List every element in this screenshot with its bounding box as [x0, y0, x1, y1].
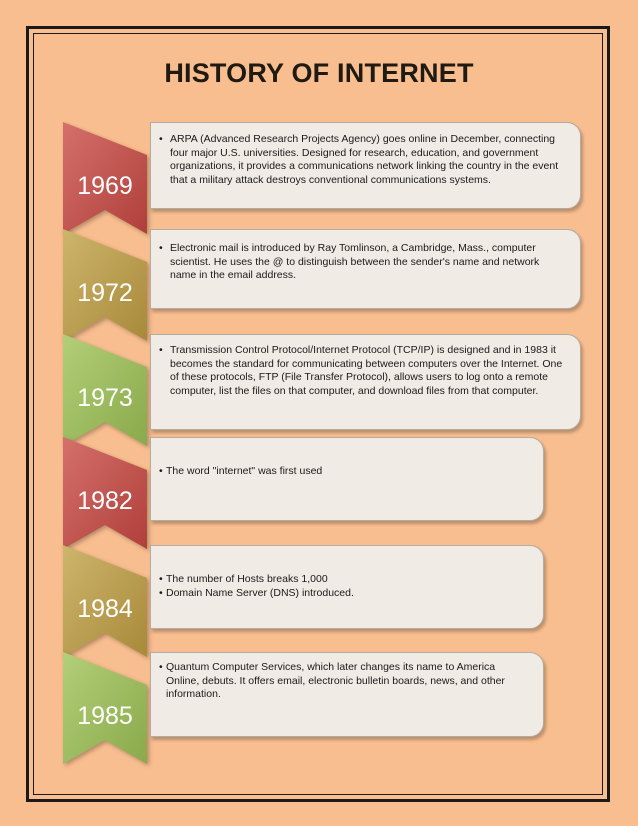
- bullet: •: [159, 586, 163, 599]
- page-title: HISTORY OF INTERNET: [164, 58, 474, 88]
- year-label: 1985: [77, 702, 133, 730]
- event-text: Domain Name Server (DNS) introduced.: [166, 586, 354, 599]
- event-box-1982: [150, 437, 544, 521]
- event-item: [159, 573, 533, 587]
- event-text: The number of Hosts breaks 1,000: [166, 573, 328, 585]
- event-box-1985: [150, 652, 544, 737]
- year-chevron-1982: [63, 437, 154, 549]
- year-chevron-1973: [63, 334, 154, 446]
- bullet: •: [159, 573, 163, 585]
- event-item: [159, 133, 568, 187]
- bullet: •: [159, 344, 163, 356]
- event-text: The word "internet" was first used: [166, 465, 323, 477]
- event-text: Electronic mail is introduced by Ray Tomlinson, a Cambridge, Mass., computer scientist. He uses the @ to distinguish between the sender's name and network name in the email address.: [170, 242, 540, 282]
- event-text: ARPA (Advanced Research Projects Agency) goes online in December, connecting four major U.S. universities. Designed for research, education, and government organizations, it provides a communications network linking the country in the event that a military attack destroys conventional communications systems.: [170, 133, 559, 186]
- year-chevron-1985: [63, 652, 154, 764]
- bullet: •: [159, 242, 163, 254]
- event-item: [159, 661, 531, 702]
- event-item: [159, 344, 570, 398]
- event-box-1972: [150, 229, 581, 309]
- event-text: Transmission Control Protocol/Internet Protocol (TCP/IP) is designed and in 1983 it becomes the standard for communicating between computers over the Internet. One of these protocols, FTP (File Transfer Protocol), allows users to log onto a remote computer, list the files on that computer, and download files from that computer.: [170, 344, 563, 397]
- bullet: •: [159, 465, 163, 477]
- event-item: [159, 465, 533, 479]
- bullet: •: [159, 133, 163, 145]
- year-label: 1972: [77, 279, 133, 307]
- year-chevron-1969: [63, 122, 154, 234]
- event-box-1973: [150, 334, 581, 430]
- year-chevron-1984: [63, 545, 154, 657]
- year-label: 1982: [77, 487, 133, 515]
- bullet: •: [159, 661, 163, 673]
- event-box-1969: [150, 122, 581, 209]
- year-label: 1973: [77, 384, 133, 412]
- year-label: 1969: [77, 172, 133, 200]
- event-item: [159, 242, 568, 283]
- event-text: Quantum Computer Services, which later changes its name to America Online, debuts. It offers email, electronic bulletin boards, news, and other information.: [166, 661, 505, 701]
- year-chevron-1972: [63, 229, 154, 341]
- event-box-1984: [150, 545, 544, 629]
- year-label: 1984: [77, 595, 133, 623]
- event-item: [159, 587, 533, 601]
